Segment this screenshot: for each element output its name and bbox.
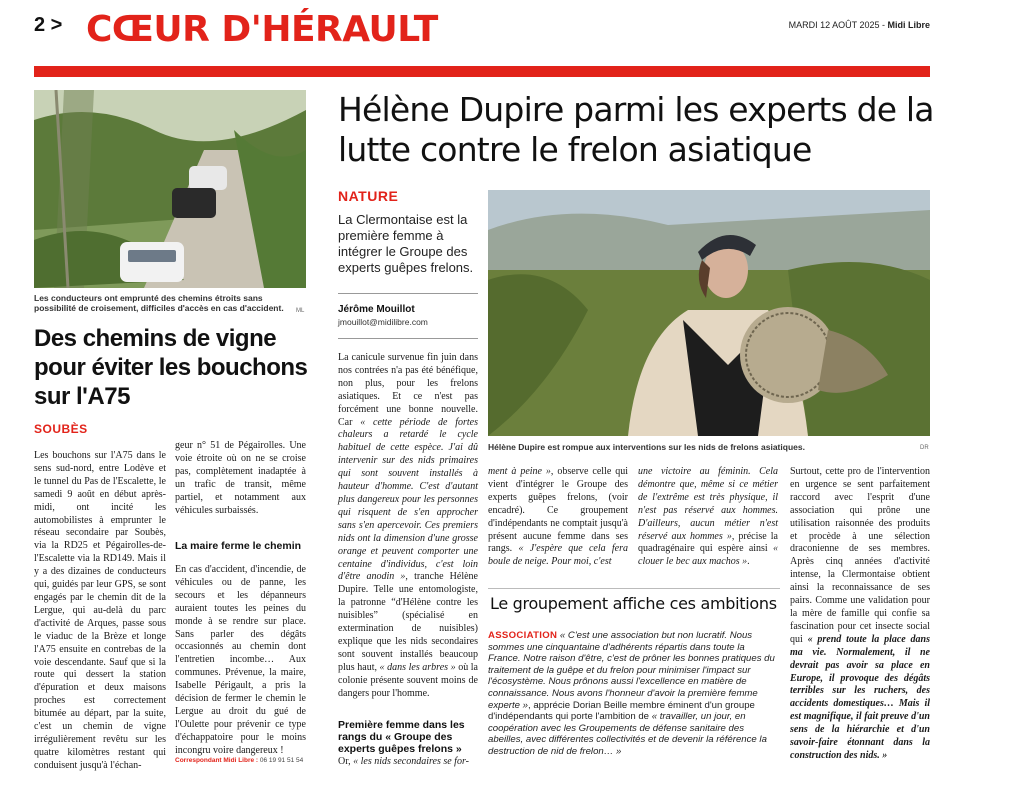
left-body-column-2-top: geur n° 51 de Pégairolles. Une voie étroite où on ne se croise pas, complètement inadaptée à un trafic de transit, même partiel, et notamment aux véhicules surbaissés. [175, 440, 306, 516]
cars-on-vineyard-road-photo [34, 90, 306, 288]
helene-dupire-with-nest-photo [488, 190, 930, 436]
box-title: Le groupement affiche ces ambitions [490, 594, 777, 613]
author-email: jmouillot@midilibre.com [338, 317, 428, 327]
main-headline: Hélène Dupire parmi les experts de la lutte contre le frelon asiatique [338, 90, 934, 169]
left-photo-caption: Les conducteurs ont emprunté des chemins étroits sans possibilité de croisement, difficiles d'accès en cas d'accident. [34, 293, 284, 313]
main-body-column-1: La canicule survenue fin juin dans nos contrées n'a pas été bénéfique, non plus, pour les frelons asiatiques. Et ce n'est pas forcément une bonne nouvelle. Car « cette période de fortes chaleurs a retardé le cycle habituel de cette espèce. J'ai dû intervenir sur des nids primaires qui sont souvent installés à hauteur d'homme. C'est d'autant plus dangereux pour les personnes qui risquent de s'en approcher sans s'en apercevoir. Ces premiers nids ont la dimension d'une grosse orange et peuvent comporter une centaine d'individus, c'est loin d'être anodin », tranche Hélène Dupire. Telle une entomologiste, la patronne “d'Hélène contre les nuisibles” (spécialisé en extermination de nuisibles) explique que les nids secondaires sont souvent installés beaucoup plus haut, « dans les arbres » où la colonie présente souvent moins de dangers pour l'homme. [338, 352, 478, 699]
publication-name: Midi Libre [887, 20, 930, 30]
main-subheading: Première femme dans les rangs du « Groupe des experts guêpes frelons » [338, 719, 465, 755]
left-body-column-1: Les bouchons sur l'A75 dans le sens sud-nord, entre Lodève et le tunnel du Pas de l'Escalette, le samedi 9 août en début après-midi, ont incité les automobilistes à emprunter le réseau secondaire par Soubès, via la RD25 et Pégairolles-de-l'Escalette via la RD149. Mais il y a des dizaines de conducteurs qui, guidés par leur GPS, se sont engagés par le chemin dit de la Lergue, qui au-delà du parc d'activité de Arques, passe sous le viaduc de la Brèze et longe l'A75 ensuite en contrebas de la voie descendante. Sauf que si la route qui dessert la station d'épuration et deux maisons proches est correctement bitumée au départ, par la suite, c'est un chemin de vigne irrégulièrement revêtu sur les quatre kilomètres restant qui conduisent jusqu'à l'échan- [34, 450, 166, 771]
main-photo-caption: Hélène Dupire est rompue aux interventions sur les nids de frelons asiatiques. [488, 442, 805, 452]
date-line: MARDI 12 AOÛT 2025 - Midi Libre [788, 20, 930, 30]
main-body-column-3: une victoire au féminin. Cela démontre que, même si ce métier de l'extrême est très physique, il n'est pas réservé aux hommes. D'ailleurs, aucun métier n'est réservé aux hommes », précise la quadragénaire qui espère ainsi « clouer le bec aux machos ». [638, 466, 778, 568]
section-title: CŒUR D'HÉRAULT [86, 9, 438, 50]
left-headline: Des chemins de vigne pour éviter les bouchons sur l'A75 [34, 325, 308, 410]
page-number: 2 > [34, 14, 63, 36]
left-kicker: SOUBÈS [34, 422, 88, 436]
byline-rule-top [338, 293, 478, 294]
author-name: Jérôme Mouillot [338, 304, 415, 315]
main-body-column-1-end: Or, « les nids secondaires se for- [338, 756, 469, 767]
main-body-column-2: ment à peine », observe celle qui vient d'intégrer le Groupe des experts guêpes frelons, (voir encadré). Ce groupement d'indépendants ne comptait jusqu'à présent aucune femme dans ses rangs. « J'espère que cela fera boule de neige. Pour moi, c'est [488, 466, 628, 568]
main-intro: La Clermontaise est la première femme à intégrer le Groupe des experts guêpes frelons. [338, 212, 474, 275]
byline-rule-bottom [338, 338, 478, 339]
main-kicker: NATURE [338, 188, 399, 204]
box-text: ASSOCIATION « C'est une association but non lucratif. Nous sommes une cinquantaine d'adhérents répartis dans toute la France. Notre raison d'être, c'est de prôner les bonnes pratiques du traitement de la guêpe et du frelon pour minimiser l'impact sur l'écosystème. Nous prônons aussi l'excellence en matière de connaissance. Nous avons l'honneur d'avoir la première femme experte », apprécie Dorian Beille membre éminent d'un groupe d'indépendants qui porte l'ambition de « travailler, un jour, en coopération avec les Groupements de défense sanitaire des abeilles, avec différentes collectivités et de devenir la référence la destruction de nid de frelon… » [488, 630, 775, 757]
left-body-column-2-bottom: En cas d'accident, d'incendie, de véhicules ou de panne, les secours et les dépanneurs auraient toutes les peines du monde à se rendre sur place. Sans parler des dégâts occasionnés au chemin dont l'entretien incombe… Aux communes. Prévenue, la maire, Isabelle Périgault, a pris la décision de fermer le chemin le Lergue au droit du gué de l'Oulette pour prévenir ce type d'échappatoire pour le moins incongru voire dangereux ! [175, 564, 306, 756]
left-subheading: La maire ferme le chemin [175, 540, 302, 552]
box-label: ASSOCIATION [488, 630, 558, 641]
main-body-column-4: Surtout, cette pro de l'intervention en urgence se sent parfaitement raccord avec l'esprit d'une association qui prône une utilisation raisonnée des produits et procède à une sélection draconienne de ses membres. Après cinq années d'activité intense, la Clermontaise obtient ainsi la reconnaissance de ses pairs. Comme une validation pour la mère de famille qui confie sa fascination pour cet insecte social qui « prend toute la place dans ma vie. Normalement, il ne devrait pas avoir sa place en Europe, il provoque des dégâts terribles sur les ruchers, des accidents domestiques… Mais il est magnifique, il fait preuve d'un sens de la hiérarchie et d'un savoir-faire étonnant dans la construction des nids. » [790, 466, 930, 761]
main-photo-credit: DR [920, 445, 929, 451]
left-photo-credit: ML [296, 308, 305, 314]
section-divider-bar [34, 66, 930, 77]
date: MARDI 12 AOÛT 2025 [788, 20, 880, 30]
correspondent-line: Correspondant Midi Libre : 06 19 91 51 54 [175, 757, 304, 764]
box-rule [488, 588, 780, 589]
